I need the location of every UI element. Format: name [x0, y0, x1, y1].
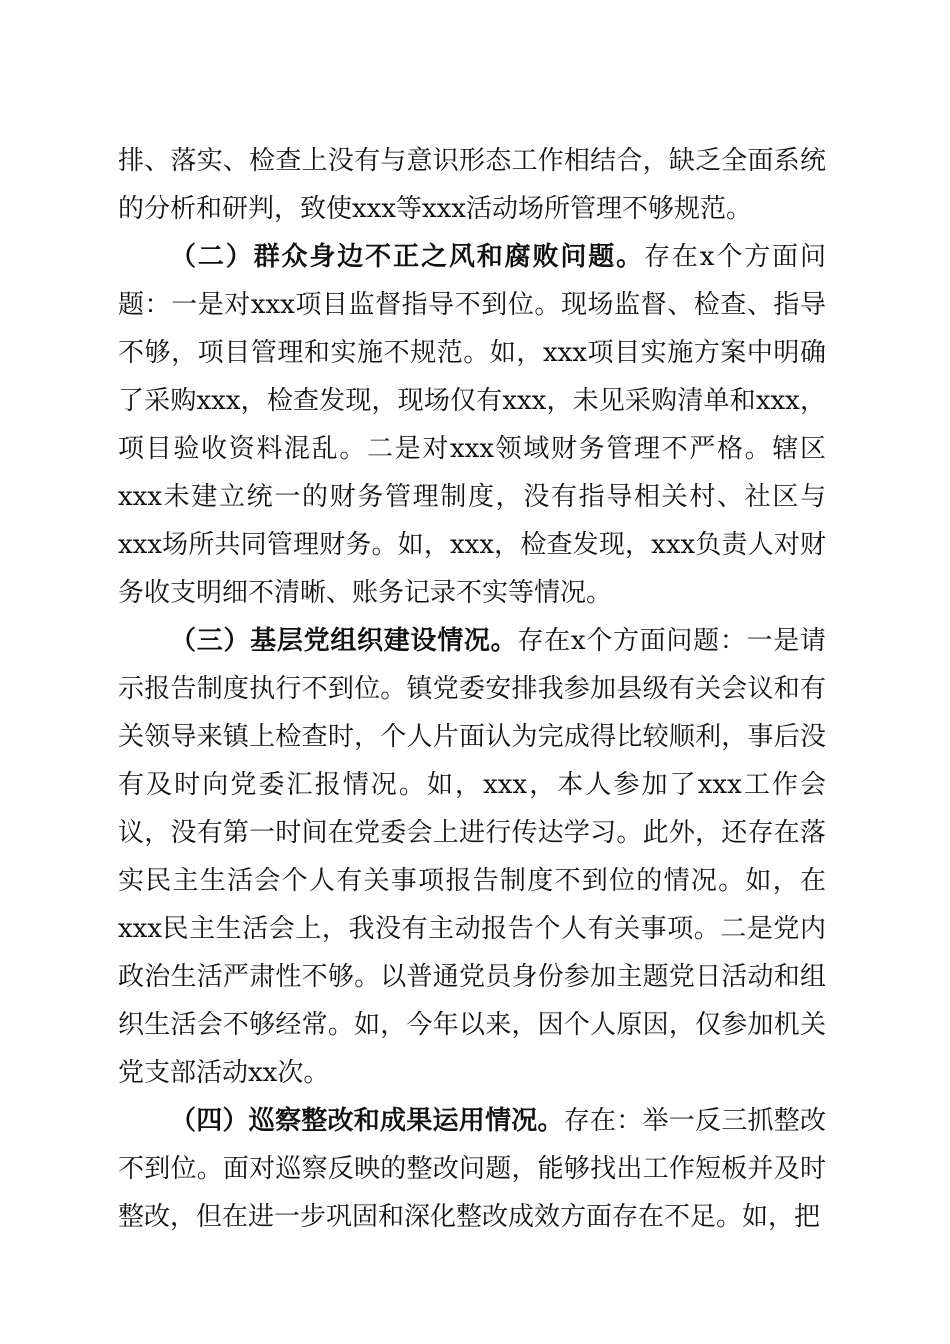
section-heading: （三）基层党组织建设情况。: [170, 626, 518, 656]
paragraph-text: 排、落实、检查上没有与意识形态工作相结合，缺乏全面系统的分析和研判，致使xxx等xxx活动场所管理不够规范。: [118, 146, 826, 224]
paragraph-section-4: [118, 1097, 826, 1241]
paragraph-text: 存在x个方面问题：一是请示报告制度执行不到位。镇党委安排我参加县级有关会议和有关领导来镇上检查时，个人片面认为完成得比较顺利，事后没有及时向党委汇报情况。如，xxx，本人参加了xxx工作会议，没有第一时间在党委会上进行传达学习。此外，还存在落实民主生活会个人有关事项报告制度不到位的情况。如，在xxx民主生活会上，我没有主动报告个人有关事项。二是党内政治生活严肃性不够。以普通党员身份参加主题党日活动和组织生活会不够经常。如，今年以来，因个人原因，仅参加机关党支部活动xx次。: [118, 626, 826, 1088]
document-body: [118, 137, 826, 1241]
section-heading: （四）巡察整改和成果运用情况。: [170, 1106, 564, 1136]
paragraph-continuation: [118, 137, 826, 233]
paragraph-text: 存在x个方面问题：一是对xxx项目监督指导不到位。现场监督、检查、指导不够，项目管理和实施不规范。如，xxx项目实施方案中明确了采购xxx，检查发现，现场仅有xxx，未见采购清单和xxx，项目验收资料混乱。二是对xxx领域财务管理不严格。辖区xxx未建立统一的财务管理制度，没有指导相关村、社区与xxx场所共同管理财务。如，xxx，检查发现，xxx负责人对财务收支明细不清晰、账务记录不实等情况。: [118, 242, 826, 608]
section-heading: （二）群众身边不正之风和腐败问题。: [170, 242, 645, 272]
paragraph-section-2: [118, 233, 826, 617]
paragraph-text: 存在：举一反三抓整改不到位。面对巡察反映的整改问题，能够找出工作短板并及时整改，但在进一步巩固和深化整改成效方面存在不足。如，把: [118, 1106, 826, 1232]
paragraph-section-3: [118, 617, 826, 1097]
